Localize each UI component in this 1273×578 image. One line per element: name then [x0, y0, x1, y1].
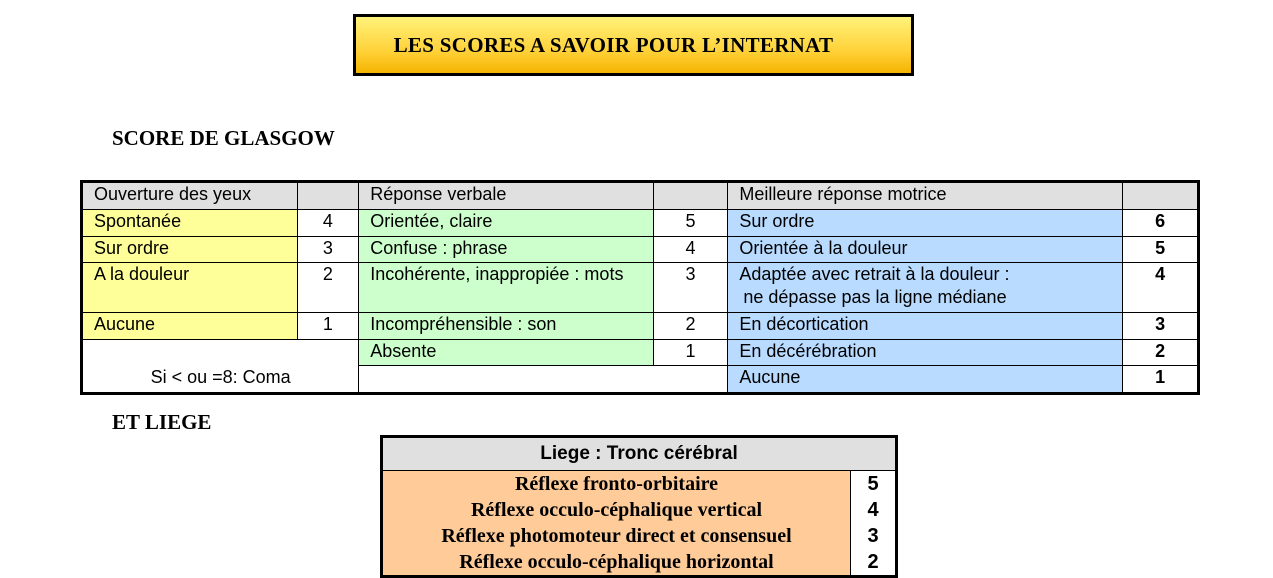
- motor-label: Orientée à la douleur: [728, 237, 1123, 263]
- verbal-label: Confuse : phrase: [359, 237, 653, 263]
- motor-label-line2: ne dépasse pas la ligne médiane: [743, 287, 1007, 307]
- table-row: [382, 497, 897, 523]
- score-header: [297, 182, 359, 210]
- table-row: [82, 210, 1199, 237]
- liege-score: 4: [851, 497, 897, 523]
- motor-label: [728, 263, 1123, 313]
- score-header: [1123, 182, 1199, 210]
- liege-heading: ET LIEGE: [112, 410, 212, 434]
- coma-note: Si < ou =8: Coma: [82, 340, 359, 394]
- eyes-score: 2: [297, 263, 359, 313]
- liege-score: 5: [851, 471, 897, 498]
- table-row: [82, 313, 1199, 340]
- motor-label-line1: Adaptée avec retrait à la douleur :: [739, 264, 1010, 284]
- verbal-score: 2: [653, 313, 728, 340]
- glasgow-heading: SCORE DE GLASGOW: [112, 126, 335, 150]
- table-row: [82, 263, 1199, 313]
- eyes-score: 3: [297, 237, 359, 263]
- verbal-label: Orientée, claire: [359, 210, 653, 237]
- verbal-score: 1: [653, 340, 728, 366]
- motor-label: En décortication: [728, 313, 1123, 340]
- document-title-box: [353, 14, 914, 76]
- verbal-score: 3: [653, 263, 728, 313]
- eyes-score: 4: [297, 210, 359, 237]
- liege-table: [380, 435, 898, 578]
- eyes-label: A la douleur: [82, 263, 298, 313]
- eyes-label: Aucune: [82, 313, 298, 340]
- liege-score: 2: [851, 549, 897, 577]
- liege-label: Réflexe occulo-céphalique horizontal: [382, 549, 851, 577]
- liege-header: Liege : Tronc cérébral: [382, 437, 897, 471]
- motor-score: 2: [1123, 340, 1199, 366]
- verbal-header: Réponse verbale: [359, 182, 653, 210]
- motor-score: 4: [1123, 263, 1199, 313]
- liege-label: Réflexe occulo-céphalique vertical: [382, 497, 851, 523]
- motor-score: 6: [1123, 210, 1199, 237]
- verbal-label: Absente: [359, 340, 653, 366]
- liege-label: Réflexe photomoteur direct et consensuel: [382, 523, 851, 549]
- score-header: [653, 182, 728, 210]
- verbal-label: Incohérente, inappropiée : mots: [359, 263, 653, 313]
- glasgow-table: [80, 180, 1200, 395]
- table-row: [82, 237, 1199, 263]
- table-header-row: [82, 182, 1199, 210]
- table-row: [382, 549, 897, 577]
- liege-score: 3: [851, 523, 897, 549]
- document-title: LES SCORES A SAVOIR POUR L’INTERNAT: [393, 32, 834, 57]
- liege-header-row: [382, 437, 897, 471]
- motor-score: 1: [1123, 366, 1199, 394]
- motor-label: Sur ordre: [728, 210, 1123, 237]
- motor-label: Aucune: [728, 366, 1123, 394]
- eyes-label: Sur ordre: [82, 237, 298, 263]
- table-row: [382, 523, 897, 549]
- verbal-score: 5: [653, 210, 728, 237]
- motor-score: 5: [1123, 237, 1199, 263]
- motor-label: En décérébration: [728, 340, 1123, 366]
- eyes-header: Ouverture des yeux: [82, 182, 298, 210]
- motor-score: 3: [1123, 313, 1199, 340]
- eyes-score: 1: [297, 313, 359, 340]
- verbal-score: 4: [653, 237, 728, 263]
- table-row: [82, 340, 1199, 366]
- motor-header: Meilleure réponse motrice: [728, 182, 1123, 210]
- liege-label: Réflexe fronto-orbitaire: [382, 471, 851, 498]
- eyes-label: Spontanée: [82, 210, 298, 237]
- table-row: [382, 471, 897, 498]
- verbal-label: Incompréhensible : son: [359, 313, 653, 340]
- empty-cell: [359, 366, 728, 394]
